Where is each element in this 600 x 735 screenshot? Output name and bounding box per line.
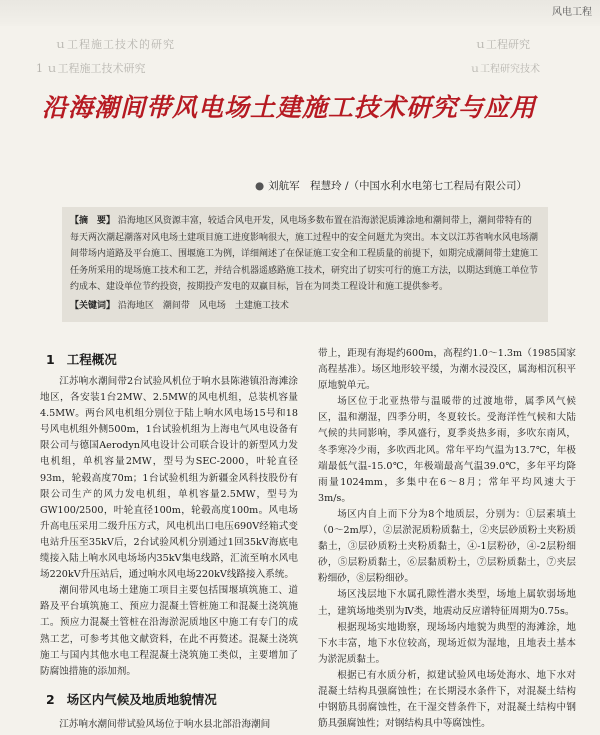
bleed-through-text: ｕ工程施工技术的研究 <box>55 38 175 51</box>
section-heading-2 <box>46 690 217 708</box>
bleed-through-text: 1 ｕ工程施工技术研究 <box>36 62 146 75</box>
right-column <box>318 346 576 732</box>
paragraph: 场区内自上而下分为8个地质层，分别为：①层素填土（0～2m厚），②层淤泥质粉质黏土，②夹层砂质粉土夹粉质黏土，③层砂质粉土夹粉质黏土，④-1层粉砂，④-2层粉细砂，⑤层粉质黏土，⑥层黏质粉土，⑦层粉质黏土，⑦夹层粉细砂，⑧层粉细砂。 <box>318 508 576 585</box>
bleed-through-text: ｕ工程研究技术 <box>470 64 540 75</box>
bleed-through-text: ｕ工程研究 <box>475 38 530 51</box>
publication-name: 风电工程 <box>552 7 592 18</box>
paragraph: 场区浅层地下水属孔隙性潜水类型，场地上属软弱场地土，建筑场地类别为Ⅳ类，地震动反应谱特征周期为0.75s。 <box>318 589 576 617</box>
keywords-text: 沿海地区 潮间带 风电场 土建施工技术 <box>117 300 289 311</box>
paragraph: 根据已有水质分析，拟建试验风电场处海水、地下水对混凝土结构具强腐蚀性；在长期浸水条件下，对混凝土结构中钢筋具弱腐蚀性，在干湿交替条件下，对混凝土结构中钢筋具强腐蚀性；对钢结构具中等腐蚀性。 <box>318 669 576 730</box>
abstract-label: 【摘 要】 <box>70 216 116 226</box>
article-title: 沿海潮间带风电场土建施工技术研究与应用 <box>42 93 537 122</box>
paragraph: 场区位于北亚热带与温暖带的过渡地带，属季风气候区，温和潮湿，四季分明，冬夏较长。受海洋性气候和大陆气候的共同影响，季风盛行，夏季炎热多雨，多吹东南风，冬季寒冷少雨，多吹西北风。常年平均气温为13.7℃，年极端最低气温-15.0℃，年极端最高气温39.0℃，多年平均降雨量1024mm，多集中在6～8月；常年平均风速大于3m/s。 <box>318 396 576 504</box>
abstract <box>70 213 540 296</box>
paragraph: 江苏响水潮间带试验风场位于响水县北部沿海潮间 <box>59 719 271 730</box>
left-column-tail <box>40 717 298 733</box>
paragraph: 潮间带风电场土建施工项目主要包括围堰填筑施工、道路及平台填筑施工、预应力混凝土管桩施工和混凝土浇筑施工。预应力混凝土管桩在沿海淤泥质地区中施工有专门的成熟工艺，可参考其他文献资料，在此不再赘述。混凝土浇筑施工与国内其他水电工程混凝土浇筑施工类似，主要增加了防腐蚀措施的添加剂。 <box>40 585 298 677</box>
section-number: 2 <box>46 692 55 707</box>
author-names: 刘航军 程慧玲 /（中国水利水电第七工程局有限公司） <box>268 180 528 192</box>
keywords-label: 【关键词】 <box>70 300 116 311</box>
section-title: 工程概况 <box>66 352 117 367</box>
article-authors <box>255 178 527 193</box>
keywords <box>70 298 540 315</box>
paragraph: 带上，距现有海堤约600m，高程约1.0～1.3m（1985国家高程基准）。场区地形较平缓，为潮水浸没区，属海相沉积平原地貌单元。 <box>318 348 576 392</box>
section-heading-1 <box>46 350 117 368</box>
page-header-bar <box>0 0 600 26</box>
section-title: 场区内气候及地质地貌情况 <box>66 692 217 707</box>
left-column <box>40 374 298 680</box>
paragraph: 根据现场实地勘察，现场场内地貌为典型的海滩涂，地下水丰富，地下水位较高，现场近似为湿地，且地表土基本为淤泥质黏土。 <box>318 621 576 665</box>
bullet-icon: ● <box>255 180 265 192</box>
abstract-box <box>62 207 548 322</box>
abstract-text: 沿海地区风资源丰富，较适合风电开发，风电场多数布置在沿海淤泥质滩涂地和潮间带上，潮间带特有的每天两次潮起潮落对风电场土建项目施工进度影响很大，施工过程中的安全问题尤为突出。本文以江苏省响水风电场潮间带场内道路及平台施工、围堰施工为例，详细阐述了在保证施工安全和工程质量的前提下，如期完成潮间带土建施工任务所采用的堤场施工技术和工艺，并结合机器遥感路施工技术，研究出了切实可行的施工方法，以期达到施工单位节约成本、建设单位节约投资，按期投产发电的双赢目标，旨在为同类工程设计和施工提供参考。 <box>70 216 539 292</box>
section-number: 1 <box>46 352 55 367</box>
paragraph: 江苏响水潮间带2台试验风机位于响水县陈港镇沿海滩涂地区，各安装1台2MW、2.5MW的风电机组，总装机容量4.5MW。两台风电机组分别位于陆上响水风电场15号和18号风电机组外侧500m，1台试验机组为上海电气风电设备有限公司与德国Aerodyn风电设计公司联合设计的新型风力发电机组，单机容量2MW，型号为SEC-2000，叶轮直径93m，轮毂高度70m；1台试验机组为新疆金风科技股份有限公司生产的风力发电机组，单机容量2.5MW，型号为GW100/2500，叶轮直径100m，轮毂高度100m。风电场升高电压采用二级升压方式，风电机出口电压690V经箱式变电站升压至35kV后，2台试验风机分别通过1回35kV海底电缆接入陆上响水风电场场内35kV集电线路，汇流至响水风电场220kV升压站后，通过响水风电场220kV线路接入系统。 <box>40 376 298 581</box>
